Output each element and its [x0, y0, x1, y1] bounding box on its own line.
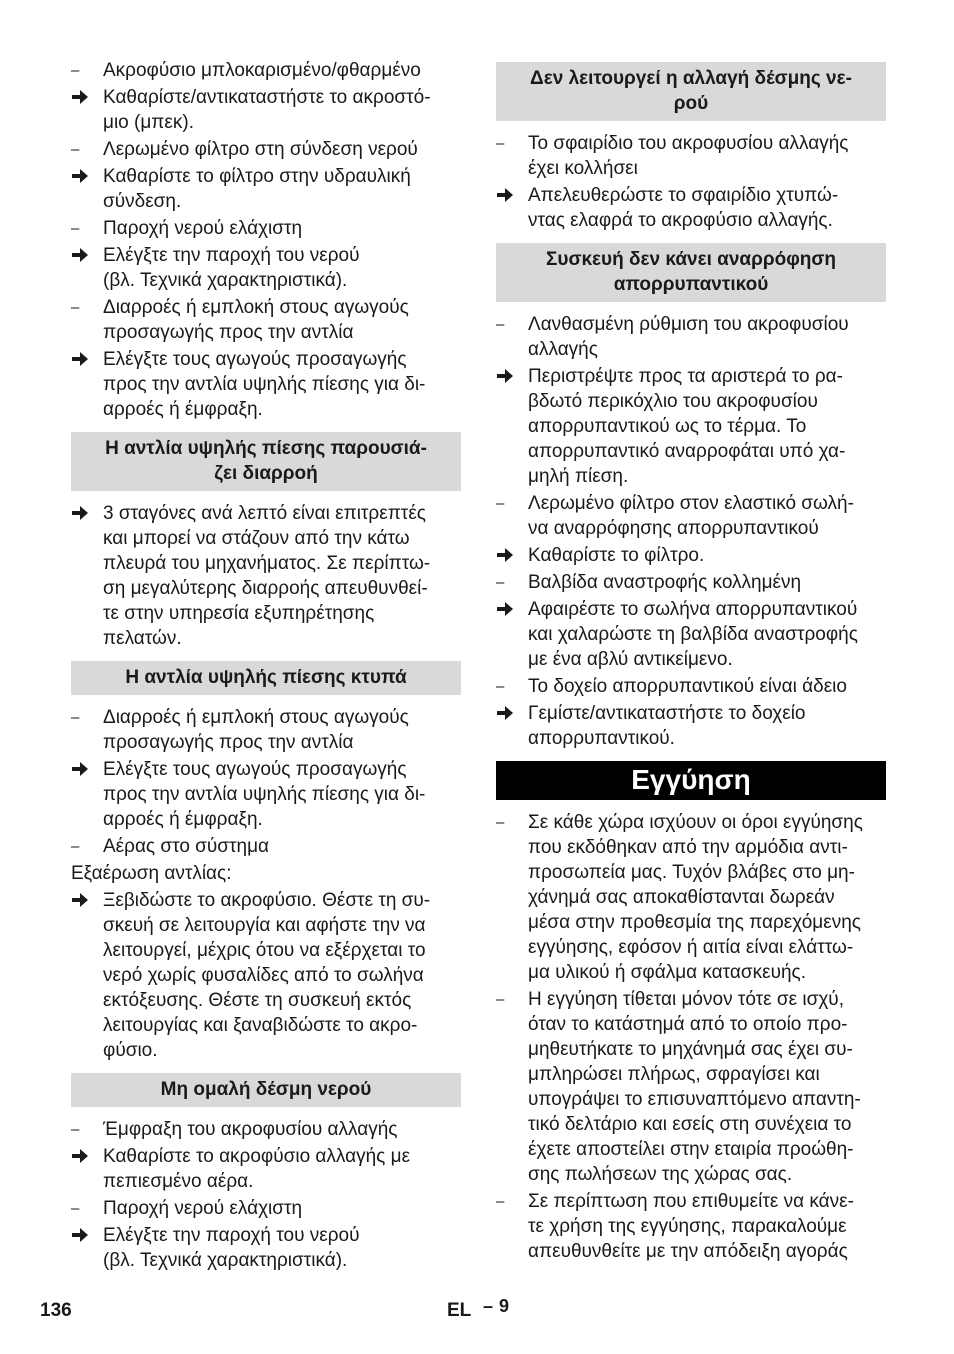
dash-marker: –	[71, 220, 80, 237]
language-code: EL	[447, 1300, 472, 1321]
paragraph: Εξαέρωση αντλίας:	[71, 863, 232, 884]
item-text: Περιστρέψτε προς τα αριστερά το ρα- βδωτό περικόχλιο του ακροφυσίου απορρυπαντικού ως το τέρμα. Το απορρυπαντικό αναρροφάται υπό χα- μηλή πίεση.	[528, 366, 846, 487]
item-text: Αφαιρέστε το σωλήνα απορρυπαντικού και χαλαρώστε τη βαλβίδα αναστροφής με ένα αβλύ αντικείμενο.	[528, 599, 858, 670]
dash-marker: –	[496, 1193, 505, 1210]
item-text: Η εγγύηση τίθεται μόνον τότε σε ισχύ, όταν το κατάστημά από το οποίο προ- μηθευτήκατε το μηχάνημά σας έχει συ- μπληρώσει πλήρως, σφραγίσει και υπογράψει το επισυναπτόμενο απαντη- τικό δελτάριο και εσείς στη συνέχεια το έχετε αποστείλει στην εταιρία προώθη- σης πωλήσεων της χώρας σας.	[528, 989, 861, 1185]
action-item	[71, 347, 461, 422]
item-text: Ελέγξτε τους αγωγούς προσαγωγής προς την αντλία υψηλής πίεσης για δι- αρροές ή έμφραξη.	[103, 349, 426, 420]
arrow-right-icon	[71, 347, 99, 372]
action-item	[71, 1144, 461, 1194]
arrow-right-icon	[71, 1144, 99, 1169]
item-text: Λερωμένο φίλτρο στον ελαστικό σωλή- να αναρρόφησης απορρυπαντικού	[528, 493, 854, 539]
dash-marker: –	[71, 709, 80, 726]
arrow-right-icon	[71, 501, 99, 526]
item-text: Σε κάθε χώρα ισχύουν οι όροι εγγύησης που εκδόθηκαν από την αρμόδια αντι- προσωπεία μας. Τυχόν βλάβες στο μη- χάνημά σας αποκαθίστανται δωρεάν μέσα στην προθεσμία της παρεχόμενης εγγύησης, εφόσον ή αιτία είναι ελάττω- μα υλικού ή σφάλμα κατασκευής.	[528, 812, 863, 983]
action-item	[496, 183, 886, 233]
item-text: Ελέγξτε την παροχή του νερού (βλ. Τεχνικά χαρακτηριστικά).	[103, 245, 360, 291]
section-heading: Η αντλία υψηλής πίεσης παρουσιά- ζει διαρροή	[71, 432, 461, 491]
section-heading: Συσκευή δεν κάνει αναρρόφηση απορρυπαντικού	[496, 243, 886, 302]
cause-item	[496, 674, 886, 699]
dash-marker: –	[496, 678, 505, 695]
dash-marker: –	[496, 495, 505, 512]
footer-separator: –	[483, 1296, 494, 1316]
cause-item	[496, 312, 886, 362]
cause-item	[496, 491, 886, 541]
action-item	[496, 701, 886, 751]
action-item	[71, 757, 461, 832]
arrow-right-icon	[496, 543, 524, 568]
cause-item	[71, 137, 461, 162]
right-column	[496, 58, 886, 1266]
cause-item	[496, 810, 886, 985]
arrow-right-icon	[71, 757, 99, 782]
dash-marker: –	[71, 1200, 80, 1217]
dash-marker: –	[496, 316, 505, 333]
cause-item	[71, 834, 461, 859]
dash-marker: –	[71, 299, 80, 316]
section-heading: Η αντλία υψηλής πίεσης κτυπά	[71, 661, 461, 695]
dash-marker: –	[496, 814, 505, 831]
item-text: Απελευθερώστε το σφαιρίδιο χτυπώ- ντας ελαφρά το ακροφύσιο αλλαγής.	[528, 185, 839, 231]
item-text: Σε περίπτωση που επιθυμείτε να κάνε- τε χρήση της εγγύησης, παρακαλούμε απευθυνθείτε με την απόδειξη αγοράς	[528, 1191, 854, 1262]
cause-item	[71, 216, 461, 241]
cause-item	[496, 570, 886, 595]
action-item	[496, 543, 886, 568]
item-text: Βαλβίδα αναστροφής κολλημένη	[528, 572, 802, 593]
item-text: Ξεβιδώστε το ακροφύσιο. Θέστε τη συ- σκευή σε λειτουργία και αφήστε την να λειτουργεί, μέχρις ότου να εξέρχεται το νερό χωρίς φυσαλίδες από το σωλήνα εκτόξευσης. Θέστε τη συσκευή εκτός λειτουργίας και ξαναβιδώστε το ακρο- φύσιο.	[103, 890, 431, 1061]
dash-marker: –	[496, 135, 505, 152]
action-item	[71, 85, 461, 135]
action-item	[71, 243, 461, 293]
arrow-right-icon	[71, 85, 99, 110]
cause-item	[71, 1196, 461, 1221]
item-text: Ακροφύσιο μπλοκαρισμένο/φθαρμένο	[103, 60, 421, 81]
dash-marker: –	[71, 62, 80, 79]
item-text: Παροχή νερού ελάχιστη	[103, 218, 303, 239]
item-text: Γεμίστε/αντικαταστήστε το δοχείο απορρυπαντικού.	[528, 703, 806, 749]
item-text: Ελέγξτε την παροχή του νερού (βλ. Τεχνικά χαρακτηριστικά).	[103, 1225, 360, 1271]
cause-item	[496, 131, 886, 181]
item-text: Αέρας στο σύστημα	[103, 836, 270, 857]
arrow-right-icon	[496, 183, 524, 208]
cause-item	[71, 58, 461, 83]
item-text: Καθαρίστε το ακροφύσιο αλλαγής με πεπιεσμένο αέρα.	[103, 1146, 411, 1192]
arrow-right-icon	[496, 364, 524, 389]
cause-item	[71, 295, 461, 345]
dash-marker: –	[71, 838, 80, 855]
item-text: Παροχή νερού ελάχιστη	[103, 1198, 303, 1219]
item-text: 3 σταγόνες ανά λεπτό είναι επιτρεπτές και μπορεί να στάζουν από την κάτω πλευρά του μηχανήματος. Σε περίπτω- ση μεγαλύτερης διαρροής απευθυνθεί- τε στην υπηρεσία εξυπηρέτησης πελατών.	[103, 503, 431, 649]
cause-item	[71, 1117, 461, 1142]
item-text: Το σφαιρίδιο του ακροφυσίου αλλαγής έχει κολλήσει	[528, 133, 849, 179]
item-text: Καθαρίστε το φίλτρο στην υδραυλική σύνδεση.	[103, 166, 411, 212]
left-column	[71, 58, 461, 1275]
cause-item	[71, 705, 461, 755]
action-item	[71, 1223, 461, 1273]
item-text: Το δοχείο απορρυπαντικού είναι άδειο	[528, 676, 847, 697]
dash-marker: –	[496, 574, 505, 591]
cause-item	[496, 987, 886, 1187]
item-text: Διαρροές ή εμπλοκή στους αγωγούς προσαγωγής προς την αντλία	[103, 297, 409, 343]
dash-marker: –	[496, 991, 505, 1008]
action-item	[496, 364, 886, 489]
arrow-right-icon	[71, 243, 99, 268]
item-text: Έμφραξη του ακροφυσίου αλλαγής	[103, 1119, 398, 1140]
language-page-number: 9	[499, 1296, 510, 1316]
cause-item	[496, 1189, 886, 1264]
section-heading: Δεν λειτουργεί η αλλαγή δέσμης νε- ρού	[496, 62, 886, 121]
action-item	[71, 501, 461, 651]
arrow-right-icon	[71, 888, 99, 913]
item-text: Ελέγξτε τους αγωγούς προσαγωγής προς την αντλία υψηλής πίεσης για δι- αρροές ή έμφραξη.	[103, 759, 426, 830]
item-text: Διαρροές ή εμπλοκή στους αγωγούς προσαγωγής προς την αντλία	[103, 707, 409, 753]
section-heading: Μη ομαλή δέσμη νερού	[71, 1073, 461, 1107]
item-text: Λανθασμένη ρύθμιση του ακροφυσίου αλλαγής	[528, 314, 849, 360]
arrow-right-icon	[71, 1223, 99, 1248]
arrow-right-icon	[71, 164, 99, 189]
page-number: 136	[40, 1300, 72, 1321]
item-text: Καθαρίστε/αντικαταστήστε το ακροστό- μιο (μπεκ).	[103, 87, 431, 133]
page-footer	[0, 1296, 954, 1326]
arrow-right-icon	[496, 597, 524, 622]
item-text: Καθαρίστε το φίλτρο.	[528, 545, 705, 566]
arrow-right-icon	[496, 701, 524, 726]
action-item	[71, 888, 461, 1063]
dash-marker: –	[71, 141, 80, 158]
chapter-title: Εγγύηση	[496, 761, 886, 800]
item-text: Λερωμένο φίλτρο στη σύνδεση νερού	[103, 139, 418, 160]
dash-marker: –	[71, 1121, 80, 1138]
action-item	[496, 597, 886, 672]
action-item	[71, 164, 461, 214]
